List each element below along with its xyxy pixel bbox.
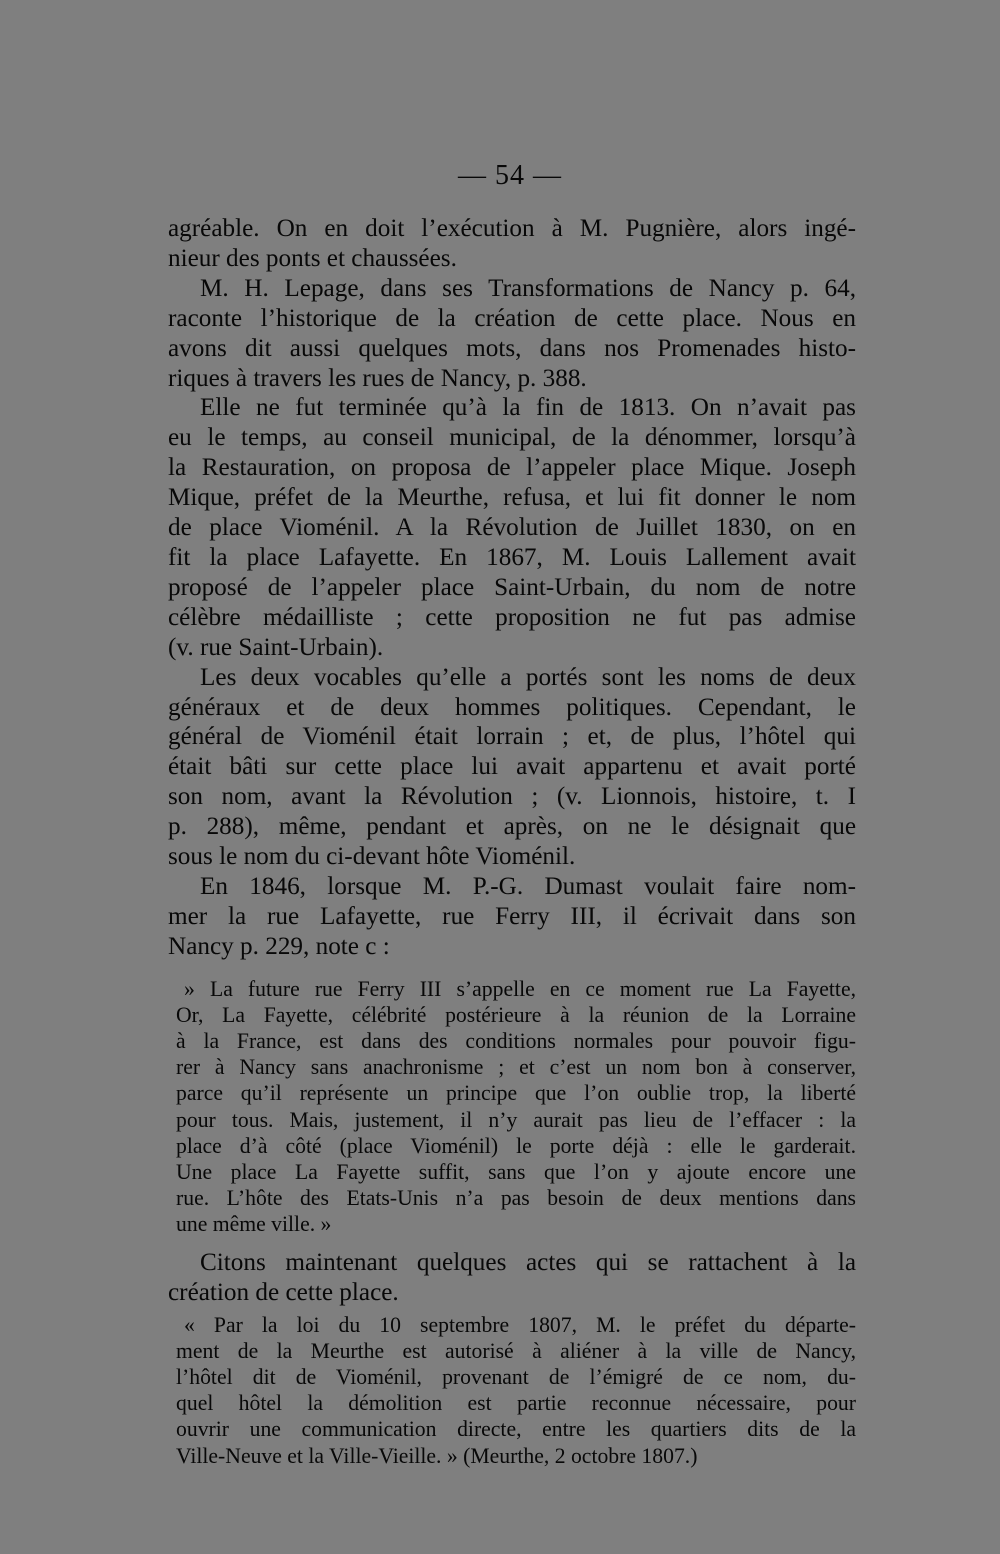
quote-line: » La future rue Ferry III s’appelle en ce moment rue La Fayette, [184,976,856,1001]
quote-line: pour tous. Mais, justement, il n’y aurait pas lieu de l’effacer : la [176,1107,856,1132]
page-number: — 54 — [458,160,562,191]
paragraph-5 [168,872,856,962]
text-line: riques à travers les rues de Nancy, p. 388. [168,364,587,392]
paragraph-4 [168,663,856,872]
text-line: création de cette place. [168,1278,399,1306]
text-line: Nancy p. 229, note c : [168,932,390,960]
text-line: (v. rue Saint-Urbain). [168,633,384,661]
text-line: proposé de l’appeler place Saint-Urbain, du nom de notre [168,573,856,601]
text-line: raconte l’historique de la création de cette place. Nous en [168,304,856,332]
text-line: la Restauration, on proposa de l’appeler place Mique. Joseph [168,454,856,482]
text-line: M. H. Lepage, dans ses Transformations de Nancy p. 64, [200,274,856,302]
text-line: fit la place Lafayette. En 1867, M. Louis Lallement avait [168,543,856,571]
text-line: En 1846, lorsque M. P.-G. Dumast voulait faire nom- [200,872,856,900]
text-line: de place Vioménil. A la Révolution de Juillet 1830, on en [168,514,856,542]
quote-line: Ville-Neuve et la Ville-Vieille. » (Meurthe, 2 octobre 1807.) [176,1443,698,1468]
text-line: mer la rue Lafayette, rue Ferry III, il écrivait dans son [168,902,856,930]
quote-line: rue. L’hôte des Etats-Unis n’a pas besoin de deux mentions dans [176,1186,856,1211]
text-line: célèbre médailliste ; cette proposition ne fut pas admise [168,603,856,631]
text-line: Elle ne fut terminée qu’à la fin de 1813. On n’avait pas [200,394,856,422]
text-line: avons dit aussi quelques mots, dans nos Promenades histo- [168,334,856,362]
text-line: généraux et de deux hommes politiques. Cependant, le [168,693,856,721]
text-line: Les deux vocables qu’elle a portés sont les noms de deux [200,663,856,691]
text-line: eu le temps, au conseil municipal, de la dénommer, lorsqu’à [168,424,856,452]
quote-line: Or, La Fayette, célébrité postérieure à la réunion de la Lorraine [176,1002,856,1027]
quote-line: une même ville. » [176,1212,332,1237]
text-line: p. 288), même, pendant et après, on ne le désignait que [168,813,856,841]
quote-line: rer à Nancy sans anachronisme ; et c’est un nom bon à conserver, [176,1055,856,1080]
paragraph-3 [168,393,856,662]
quote-line: parce qu’il représente un principe que l’on oublie trop, la liberté [176,1081,856,1106]
paragraph-2 [168,274,856,394]
paragraph-1 [168,214,856,274]
text-line: Mique, préfet de la Meurthe, refusa, et lui fit donner le nom [168,484,856,512]
text-line: général de Vioménil était lorrain ; et, de plus, l’hôtel qui [168,723,856,751]
page-body [168,214,856,1479]
text-line: son nom, avant la Révolution ; (v. Lionnois, histoire, t. I [168,783,856,811]
citation-quote [168,1312,856,1469]
quote-line: place d’à côté (place Vioménil) le porte déjà : elle le garderait. [176,1133,856,1158]
text-line: agréable. On en doit l’exécution à M. Pugnière, alors ingé- [168,215,856,242]
text-line: Citons maintenant quelques actes qui se rattachent à la [200,1248,856,1276]
quote-line: ment de la Meurthe est autorisé à aliéner à la ville de Nancy, [176,1338,856,1363]
quote-line: Une place La Fayette suffit, sans que l’on y ajoute encore une [176,1160,856,1185]
quote-line: l’hôtel dit de Vioménil, provenant de l’émigré de ce nom, du- [176,1364,856,1389]
quote-line: « Par la loi du 10 septembre 1807, M. le préfet du départe- [184,1312,856,1337]
quote-line: ouvrir une communication directe, entre les quartiers dits de la [176,1417,856,1442]
text-line: sous le nom du ci-devant hôte Vioménil. [168,843,576,871]
text-line: nieur des ponts et chaussées. [168,244,457,272]
paragraph-6 [168,1248,856,1308]
quote-line: quel hôtel la démolition est partie reconnue nécessaire, pour [176,1391,856,1416]
block-quote [168,976,856,1238]
quote-line: à la France, est dans des conditions normales pour pouvoir figu- [176,1029,856,1054]
text-line: était bâti sur cette place lui avait appartenu et avait porté [168,753,856,781]
